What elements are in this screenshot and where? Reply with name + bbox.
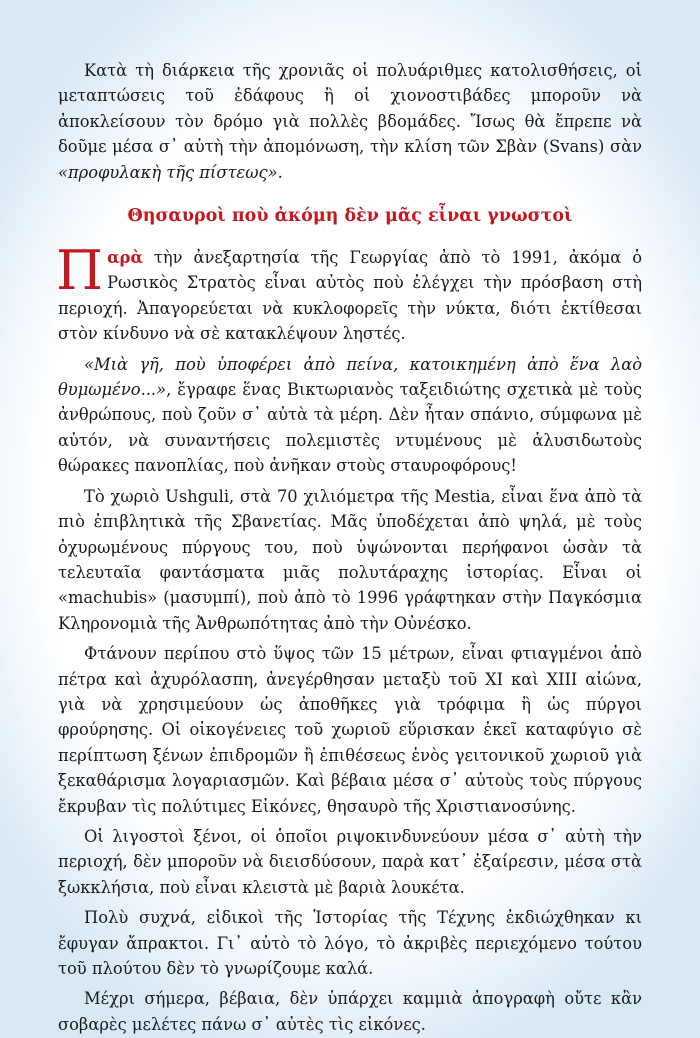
paragraph-1-text: τὴν ἀνεξαρτησία τῆς Γεωργίας ἀπὸ τὸ 1991, ἀκόμα ὁ Ρωσικὸς Στρατὸς εἶναι αὐτὸς ποὺ ἐλέγχει τὴν πρόσβαση στὴ περιοχή. Ἀπαγορεύεται νὰ κυκλοφορεῖς τὴν νύκτα, διότι ἐκτίθεσαι στὸν κίνδυνο νὰ σὲ κατακλέψουν ληστές. (58, 248, 642, 344)
section-heading: Θησαυροὶ ποὺ ἀκόμη δὲν μᾶς εἶναι γνωστοὶ (127, 206, 573, 227)
paragraph-2-quote: «Μιὰ γῆ, ποὺ ὑποφέρει ἀπὸ πείνα, κατοικημένη ἀπὸ ἕνα λαὸ θυμωμένο...» (58, 354, 642, 400)
paragraph-4: Φτάνουν περίπου στὸ ὕψος τῶν 15 μέτρων, εἶναι φτιαγμένοι ἀπὸ πέτρα καὶ ἀχυρόλασπη, ἀνεγέρθησαν μεταξὺ τοῦ ΧΙ καὶ ΧΙΙΙ αἰώνα, γιὰ νὰ χρησιμεύουν ὡς ἀποθῆκες γιὰ τρόφιμα ἢ ὡς πύργοι φρούρησης. Οἱ οἰκογένειες τοῦ χωριοῦ εὕρισκαν ἐκεῖ καταφύγιο σὲ περίπτωση ξένων ἐπιδρομῶν ἢ ἐπιθέσεως ἑνὸς γειτονικοῦ χωριοῦ γιὰ ξεκαθάρισμα λογαριασμῶν. Καὶ βέβαια μέσα σ᾽ αὐτοὺς τοὺς πύργους ἔκρυβαν τὶς πολύτιμες Εἰκόνες, θησαυρὸ τῆς Χριστιανοσύνης. (58, 644, 642, 816)
intro-text: Κατὰ τὴ διάρκεια τῆς χρονιᾶς οἱ πολυάριθμες κατολισθήσεις, οἱ μεταπτώσεις τοῦ ἐδάφους ἢ οἱ χιονοστιβάδες μποροῦν νὰ ἀποκλείσουν τὸν δρόμο γιὰ πολλὲς βδομάδες. Ἴσως θὰ ἔπρεπε νὰ δοῦμε μέσα σ᾽ αὐτὴ τὴν ἀπομόνωση, τὴν κλίση τῶν Σβὰν (Svans) σὰν (58, 61, 642, 157)
article-body (58, 58, 642, 1037)
paragraph-2 (58, 352, 642, 479)
lead-word: αρὰ (107, 248, 143, 268)
paragraph-1 (56, 239, 642, 347)
paragraph-2-text: , ἔγραφε ἕνας Βικτωριανὸς ταξειδιώτης σχετικὰ μὲ τοὺς ἀνθρώπους, ποὺ ζοῦν σ᾽ αὐτὰ τὰ μέρη. Δὲν ἦταν σπάνιο, σύμφωνα μὲ αὐτόν, νὰ συναντήσεις πολεμιστὲς ντυμένους μὲ ἁλυσιδωτοὺς θώρακες πανοπλίας, ποὺ ἀνῆκαν στοὺς σταυροφόρους! (58, 380, 642, 476)
intro-quote: «προφυλακὴ τῆς πίστεως». (58, 162, 283, 182)
drop-cap: Π (56, 239, 104, 303)
paragraph-5: Οἱ λιγοστοὶ ξένοι, οἱ ὁποῖοι ριψοκινδυνεύουν μέσα σ᾽ αὐτὴ τὴν περιοχή, δὲν μποροῦν νὰ διεισδύσουν, παρὰ κατ᾽ ἐξαίρεσιν, μέσα στὰ ξωκκλήσια, ποὺ εἶναι κλειστὰ μὲ βαριὰ λουκέτα. (58, 826, 642, 897)
intro-paragraph (58, 58, 642, 185)
paragraph-6: Πολὺ συχνά, εἰδικοὶ τῆς Ἱστορίας τῆς Τέχνης ἐκδιώχθηκαν κι ἔφυγαν ἄπρακτοι. Γι᾽ αὐτὸ τὸ λόγο, τὸ ἀκριβὲς περιεχόμενο τούτου τοῦ πλούτου δὲν τὸ γνωρίζουμε καλά. (58, 908, 642, 978)
paragraph-7: Μέχρι σήμερα, βέβαια, δὲν ὑπάρχει καμμιὰ ἀπογραφὴ οὔτε κἂν σοβαρὲς μελέτες πάνω σ᾽ αὐτὲς τὶς εἰκόνες. (58, 989, 642, 1034)
paragraph-3: Τὸ χωριὸ Ushguli, στὰ 70 χιλιόμετρα τῆς Mestia, εἶναι ἕνα ἀπὸ τὰ πιὸ ἐπιβλητικὰ τῆς Σβανετίας. Μᾶς ὑποδέχεται ἀπὸ ψηλά, μὲ τοὺς ὀχυρωμένους πύργους του, ποὺ ὑψώνονται περήφανοι ὡσὰν τὰ τελευταῖα φαντάσματα μιᾶς πολυτάραχης ἱστορίας. Εἶναι οἱ «machubis» (μασυμπί), ποὺ ἀπὸ τὸ 1996 γράφτηκαν στὴν Παγκόσμια Κληρονομιὰ τῆς Ἀνθρωπότητας ἀπὸ τὴν Οὐνέσκο. (58, 486, 642, 633)
